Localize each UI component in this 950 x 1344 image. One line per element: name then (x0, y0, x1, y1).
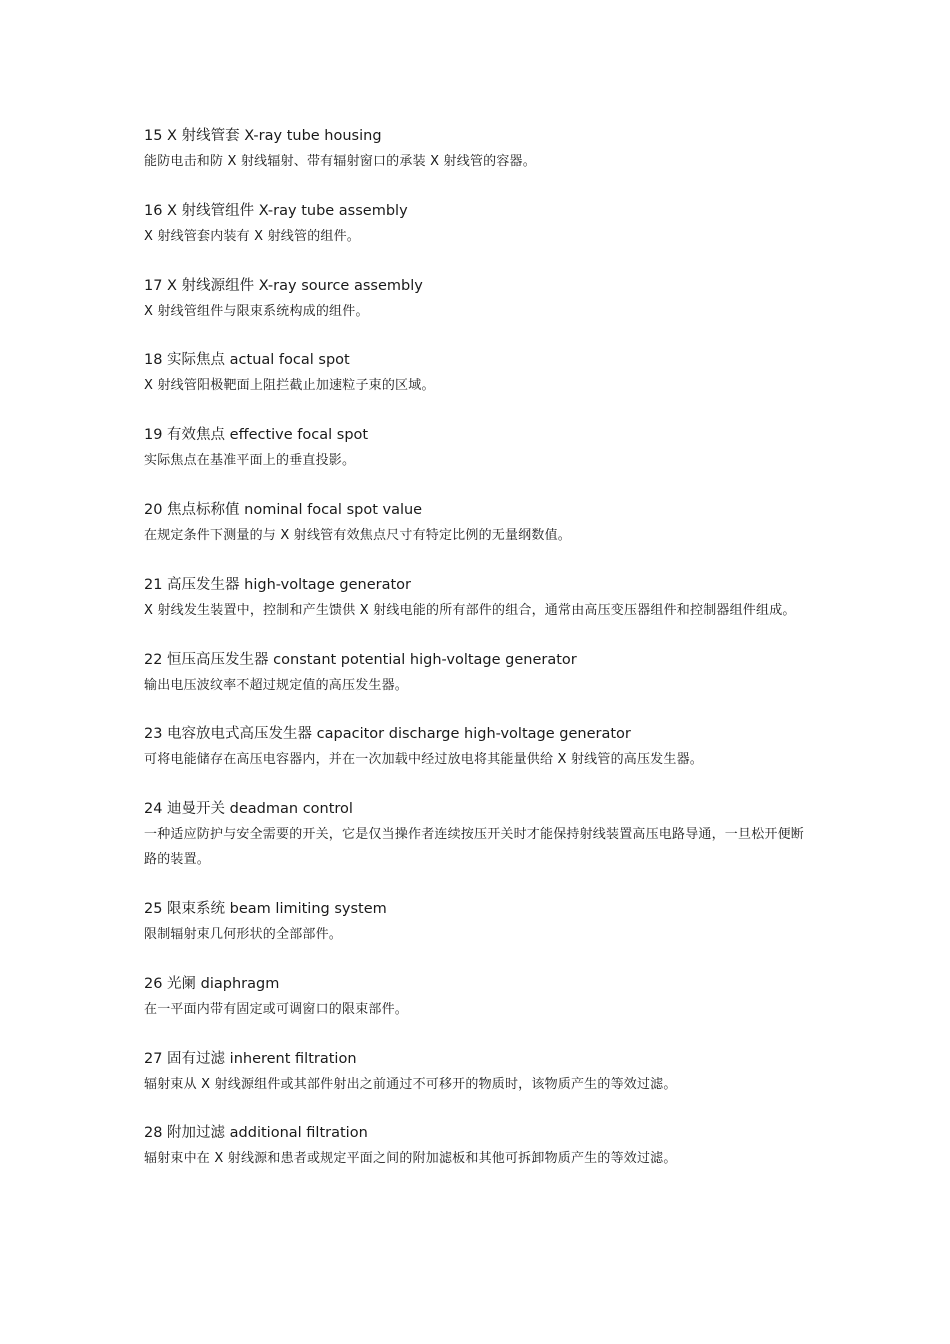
glossary-entry-23 (144, 722, 814, 772)
term-heading: 27 固有过滤 inherent filtration (144, 1050, 357, 1067)
term-definition: X 射线管套内装有 X 射线管的组件。 (144, 228, 361, 244)
term-heading: 23 电容放电式高压发生器 capacitor discharge high-voltage generator (144, 726, 631, 743)
glossary-entry-28 (144, 1121, 814, 1171)
term-definition: X 射线发生装置中，控制和产生馈供 X 射线电能的所有部件的组合，通常由高压变压器组件和控制器组件组成。 (144, 602, 796, 618)
term-heading: 19 有效焦点 effective focal spot (144, 427, 369, 444)
term-heading: 18 实际焦点 actual focal spot (144, 352, 350, 369)
term-definition: 辐射束从 X 射线源组件或其部件射出之前通过不可移开的物质时，该物质产生的等效过滤。 (144, 1076, 677, 1092)
term-definition: 限制辐射束几何形状的全部部件。 (144, 926, 343, 942)
glossary-entry-27 (144, 1047, 814, 1097)
term-heading: 20 焦点标称值 nominal focal spot value (144, 501, 423, 518)
term-definition: 能防电击和防 X 射线辐射、带有辐射窗口的承装 X 射线管的容器。 (144, 154, 536, 169)
term-heading: 28 附加过滤 additional filtration (144, 1125, 368, 1142)
term-heading: 24 迪曼开关 deadman control (144, 801, 353, 818)
glossary-entry-21 (144, 573, 814, 623)
term-definition: 辐射束中在 X 射线源和患者或规定平面之间的附加滤板和其他可拆卸物质产生的等效过滤。 (144, 1151, 677, 1167)
term-heading: 21 高压发生器 high-voltage generator (144, 576, 412, 593)
term-heading: 15 X 射线管套 X-ray tube housing (144, 128, 382, 144)
term-definition: 一种适应防护与安全需要的开关，它是仅当操作者连续按压开关时才能保持射线装置高压电路导通，一旦松开便断路的装置。 (144, 827, 805, 868)
glossary-entry-24 (144, 797, 814, 872)
term-heading: 25 限束系统 beam limiting system (144, 900, 387, 917)
term-definition: X 射线管组件与限束系统构成的组件。 (144, 303, 369, 319)
document-page (144, 124, 814, 1196)
term-definition: 可将电能储存在高压电容器内，并在一次加载中经过放电将其能量供给 X 射线管的高压发生器。 (144, 752, 703, 768)
glossary-entry-26 (144, 972, 814, 1022)
glossary-entry-20 (144, 498, 814, 548)
term-definition: 在一平面内带有固定或可调窗口的限束部件。 (144, 1001, 409, 1017)
glossary-entry-22 (144, 648, 814, 698)
term-heading: 22 恒压高压发生器 constant potential high-voltage generator (144, 651, 577, 668)
glossary-entry-18 (144, 348, 814, 398)
term-definition: 实际焦点在基准平面上的垂直投影。 (144, 453, 356, 469)
term-definition: 在规定条件下测量的与 X 射线管有效焦点尺寸有特定比例的无量纲数值。 (144, 527, 571, 543)
term-definition: 输出电压波纹率不超过规定值的高压发生器。 (144, 677, 409, 693)
term-heading: 26 光阑 diaphragm (144, 975, 280, 992)
term-heading: 16 X 射线管组件 X-ray tube assembly (144, 202, 408, 219)
term-heading: 17 X 射线源组件 X-ray source assembly (144, 277, 423, 294)
glossary-entry-17 (144, 274, 814, 324)
term-definition: X 射线管阳极靶面上阻拦截止加速粒子束的区域。 (144, 378, 435, 394)
glossary-entry-25 (144, 897, 814, 947)
glossary-entry-16 (144, 199, 814, 249)
glossary-entry-19 (144, 423, 814, 473)
glossary-entry-15 (144, 124, 814, 174)
